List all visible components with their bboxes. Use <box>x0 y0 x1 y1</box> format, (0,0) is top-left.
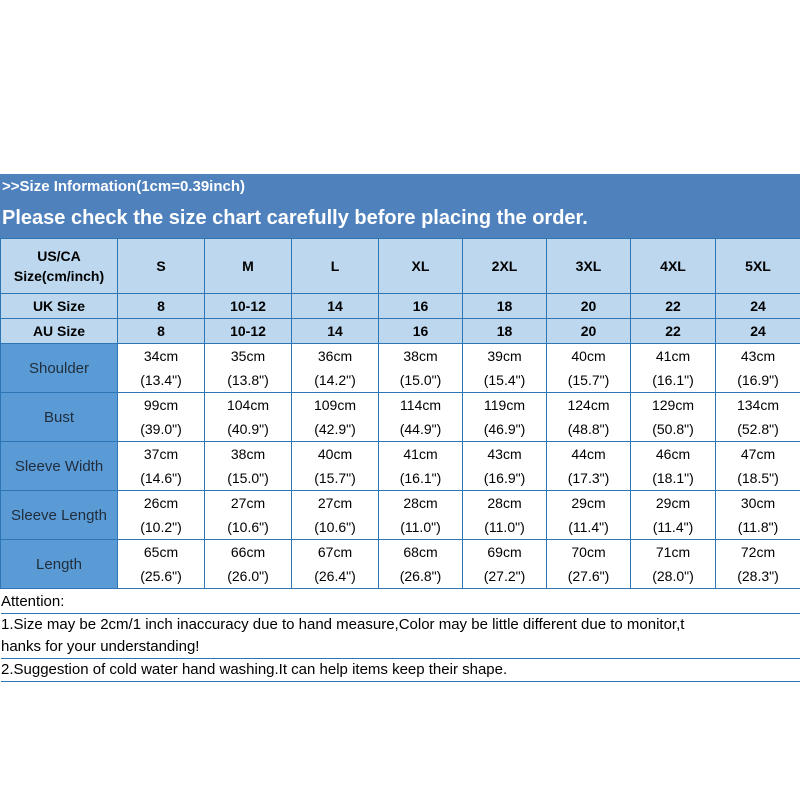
size-header: L <box>292 239 379 294</box>
inch-value: (25.6") <box>140 568 182 584</box>
uk-size-cell: 22 <box>631 294 716 319</box>
measurement-cell <box>379 393 463 442</box>
cm-value: 104cm <box>226 397 270 413</box>
inch-value: (10.6") <box>314 519 356 535</box>
measurement-cell <box>118 442 205 491</box>
inch-value: (14.2") <box>314 372 356 388</box>
measurement-label: Sleeve Width <box>1 442 118 491</box>
inch-value: (27.2") <box>483 568 526 584</box>
inch-value: (50.8") <box>652 421 694 437</box>
inch-value: (16.1") <box>399 470 442 486</box>
size-info-banner <box>0 174 800 238</box>
cm-value: 69cm <box>487 544 522 560</box>
cm-value: 71cm <box>655 544 691 560</box>
cm-value: 38cm <box>403 348 438 364</box>
uk-size-cell: 10-12 <box>205 294 292 319</box>
measurement-cell <box>292 491 379 540</box>
cm-value: 28cm <box>487 495 522 511</box>
inch-value: (16.9") <box>737 372 779 388</box>
measurement-cell <box>205 540 292 589</box>
inch-value: (13.4") <box>140 372 182 388</box>
inch-value: (40.9") <box>227 421 269 437</box>
us-size-label <box>1 239 118 294</box>
measurement-cell <box>631 393 716 442</box>
inch-value: (15.0") <box>399 372 442 388</box>
au-size-label: AU Size <box>1 319 118 344</box>
uk-size-label: UK Size <box>1 294 118 319</box>
inch-value: (44.9") <box>399 421 442 437</box>
measurement-cell <box>463 540 547 589</box>
note-line-1: 1.Size may be 2cm/1 inch inaccuracy due to hand measure,Color may be little different due to monitor,t <box>1 616 685 633</box>
au-size-row <box>1 319 800 344</box>
cm-value: 30cm <box>740 495 776 511</box>
attention-notes <box>0 589 800 682</box>
cm-value: 114cm <box>400 397 441 413</box>
inch-value: (46.9") <box>483 421 526 437</box>
uk-size-cell: 20 <box>547 294 631 319</box>
cm-value: 35cm <box>230 348 266 364</box>
measurement-cell <box>547 540 631 589</box>
cm-value: 39cm <box>487 348 522 364</box>
measurement-cell <box>716 393 800 442</box>
measurement-cell <box>118 491 205 540</box>
measurement-cell <box>205 491 292 540</box>
measurement-cell <box>118 344 205 393</box>
us-size-label-line2: Size(cm/inch) <box>13 268 105 284</box>
measurement-cell <box>547 393 631 442</box>
inch-value: (52.8") <box>737 421 779 437</box>
measurement-cell <box>379 344 463 393</box>
measurement-label: Shoulder <box>1 344 118 393</box>
measurement-cell <box>463 344 547 393</box>
measurement-cell <box>631 491 716 540</box>
measurement-cell <box>292 344 379 393</box>
inch-value: (16.9") <box>483 470 526 486</box>
measurement-cell <box>547 491 631 540</box>
inch-value: (15.0") <box>227 470 269 486</box>
size-header: 3XL <box>547 239 631 294</box>
cm-value: 134cm <box>736 397 780 413</box>
us-size-row <box>1 239 800 294</box>
attention-heading: Attention: <box>1 591 800 614</box>
inch-value: (11.0") <box>484 519 525 535</box>
cm-value: 46cm <box>655 446 691 462</box>
measurement-cell <box>716 540 800 589</box>
measurement-cell <box>631 540 716 589</box>
cm-value: 44cm <box>571 446 606 462</box>
measurement-cell <box>631 344 716 393</box>
measurement-label: Sleeve Length <box>1 491 118 540</box>
cm-value: 70cm <box>571 544 606 560</box>
inch-value: (28.0") <box>652 568 694 584</box>
measurement-cell <box>292 442 379 491</box>
measurement-cell <box>463 442 547 491</box>
au-size-cell: 20 <box>547 319 631 344</box>
size-header: M <box>205 239 292 294</box>
au-size-cell: 22 <box>631 319 716 344</box>
inch-value: (11.0") <box>400 519 441 535</box>
inch-value: (11.4") <box>568 519 609 535</box>
cm-value: 68cm <box>403 544 438 560</box>
cm-value: 65cm <box>143 544 179 560</box>
inch-value: (26.0") <box>227 568 269 584</box>
size-chart <box>0 174 800 682</box>
note-line-2: 2.Suggestion of cold water hand washing.It can help items keep their shape. <box>1 659 800 682</box>
cm-value: 72cm <box>740 544 776 560</box>
measurement-cell <box>379 540 463 589</box>
measurement-cell <box>205 344 292 393</box>
au-size-cell: 16 <box>379 319 463 344</box>
inch-value: (27.6") <box>567 568 610 584</box>
cm-value: 119cm <box>484 397 525 413</box>
size-header: XL <box>379 239 463 294</box>
inch-value: (16.1") <box>652 372 694 388</box>
au-size-cell: 8 <box>118 319 205 344</box>
cm-value: 27cm <box>317 495 353 511</box>
au-size-cell: 14 <box>292 319 379 344</box>
measurement-cell <box>716 344 800 393</box>
inch-value: (48.8") <box>567 421 610 437</box>
measurement-cell <box>379 442 463 491</box>
uk-size-cell: 24 <box>716 294 800 319</box>
inch-value: (10.2") <box>140 519 182 535</box>
cm-value: 38cm <box>230 446 266 462</box>
size-info-title: >>Size Information(1cm=0.39inch) <box>2 178 245 195</box>
measurement-cell <box>118 393 205 442</box>
measurement-cell <box>292 393 379 442</box>
cm-value: 29cm <box>571 495 606 511</box>
inch-value: (14.6") <box>140 470 182 486</box>
measurement-cell <box>716 442 800 491</box>
order-notice: Please check the size chart carefully before placing the order. <box>2 207 588 229</box>
size-header: S <box>118 239 205 294</box>
cm-value: 34cm <box>143 348 179 364</box>
au-size-cell: 18 <box>463 319 547 344</box>
cm-value: 43cm <box>487 446 522 462</box>
us-size-label-line1: US/CA <box>37 248 81 264</box>
uk-size-row <box>1 294 800 319</box>
cm-value: 28cm <box>403 495 438 511</box>
measurement-cell <box>547 344 631 393</box>
size-header: 4XL <box>631 239 716 294</box>
measurement-cell <box>205 393 292 442</box>
inch-value: (42.9") <box>314 421 356 437</box>
inch-value: (11.8") <box>737 519 779 535</box>
cm-value: 43cm <box>740 348 776 364</box>
cm-value: 36cm <box>317 348 353 364</box>
size-header: 2XL <box>463 239 547 294</box>
measurement-cell <box>379 491 463 540</box>
cm-value: 109cm <box>313 397 357 413</box>
inch-value: (10.6") <box>227 519 269 535</box>
measurement-cell <box>716 491 800 540</box>
cm-value: 41cm <box>403 446 438 462</box>
size-table <box>0 238 800 589</box>
cm-value: 124cm <box>567 397 610 413</box>
cm-value: 40cm <box>317 446 353 462</box>
cm-value: 67cm <box>317 544 353 560</box>
inch-value: (18.1") <box>652 470 694 486</box>
cm-value: 37cm <box>143 446 179 462</box>
measurement-row <box>1 442 800 491</box>
measurement-cell <box>463 393 547 442</box>
cm-value: 26cm <box>143 495 179 511</box>
measurement-cell <box>292 540 379 589</box>
inch-value: (18.5") <box>737 470 779 486</box>
measurement-label: Length <box>1 540 118 589</box>
cm-value: 27cm <box>230 495 266 511</box>
inch-value: (28.3") <box>737 568 779 584</box>
inch-value: (26.8") <box>399 568 442 584</box>
measurement-cell <box>118 540 205 589</box>
inch-value: (11.4") <box>652 519 694 535</box>
cm-value: 129cm <box>651 397 695 413</box>
size-header: 5XL <box>716 239 800 294</box>
measurement-row <box>1 491 800 540</box>
cm-value: 47cm <box>740 446 776 462</box>
au-size-cell: 24 <box>716 319 800 344</box>
uk-size-cell: 18 <box>463 294 547 319</box>
inch-value: (15.7") <box>314 470 356 486</box>
inch-value: (15.7") <box>567 372 610 388</box>
measurement-row <box>1 393 800 442</box>
cm-value: 40cm <box>571 348 606 364</box>
inch-value: (39.0") <box>140 421 182 437</box>
inch-value: (13.8") <box>227 372 269 388</box>
cm-value: 99cm <box>143 397 179 413</box>
uk-size-cell: 8 <box>118 294 205 319</box>
cm-value: 41cm <box>655 348 691 364</box>
note-line-1-cont: hanks for your understanding! <box>1 636 800 659</box>
measurement-cell <box>631 442 716 491</box>
measurement-cell <box>463 491 547 540</box>
cm-value: 29cm <box>655 495 691 511</box>
inch-value: (15.4") <box>483 372 526 388</box>
inch-value: (17.3") <box>567 470 610 486</box>
measurement-row <box>1 540 800 589</box>
au-size-cell: 10-12 <box>205 319 292 344</box>
measurement-row <box>1 344 800 393</box>
inch-value: (26.4") <box>314 568 356 584</box>
cm-value: 66cm <box>230 544 266 560</box>
uk-size-cell: 14 <box>292 294 379 319</box>
measurement-label: Bust <box>1 393 118 442</box>
measurement-cell <box>205 442 292 491</box>
measurement-cell <box>547 442 631 491</box>
uk-size-cell: 16 <box>379 294 463 319</box>
